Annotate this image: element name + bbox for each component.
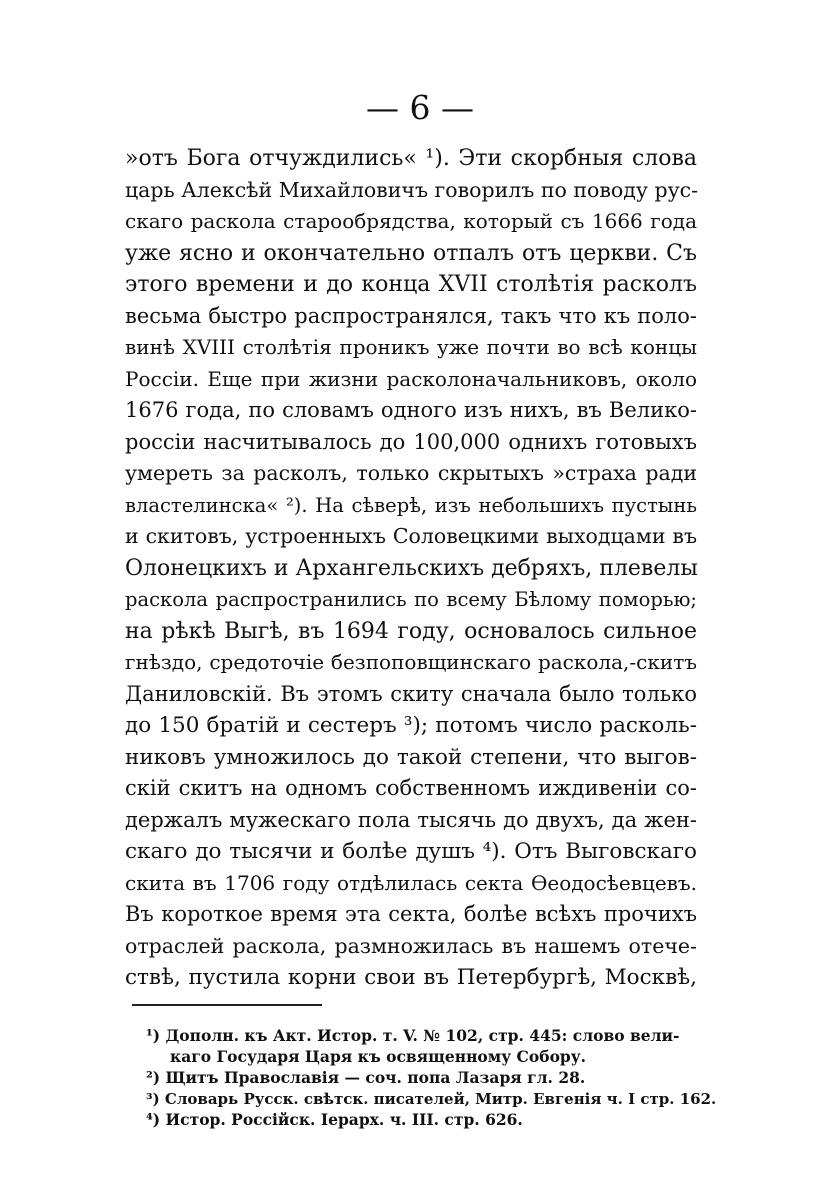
footnote-separator xyxy=(132,1004,322,1006)
text-line: до 150 братій и сестеръ ³); потомъ число расколь- xyxy=(125,713,697,738)
text-line: Олонецкихъ и Архангельскихъ дебряхъ, плевелы xyxy=(125,555,698,581)
text-line: держалъ мужескаго пола тысячь до двухъ, да жен- xyxy=(125,807,697,832)
text-line: раскола распространились по всему Бѣлому поморью; xyxy=(125,588,697,611)
text-line: никовъ умножилось до такой степени, что выгов- xyxy=(125,744,697,770)
text-line: Въ короткое время эта секта, болѣе всѣхъ прочихъ xyxy=(125,902,697,926)
text-line: россіи насчитывалось до 100,000 однихъ готовыхъ xyxy=(125,429,697,454)
page-number: — 6 — xyxy=(366,88,474,127)
text-line: скаго до тысячи и болѣе душъ ⁴). Отъ Выговскаго xyxy=(125,839,697,864)
text-line: весьма быстро распространялся, такъ что къ поло- xyxy=(125,303,697,328)
text-line: гнѣздо, средоточіе безпоповщинскаго раскола,-скитъ xyxy=(125,650,697,674)
text-line: скій скитъ на одномъ собственномъ иждивеніи со- xyxy=(125,776,697,800)
text-line: умереть за расколъ, только скрытыхъ »страха ради xyxy=(125,461,697,485)
text-line: скаго раскола старообрядства, который съ 1666 года xyxy=(125,209,697,233)
text-line: и скитовъ, устроенныхъ Соловецкими выходцами въ xyxy=(125,524,697,548)
text-line: 1676 года, по словамъ одного изъ нихъ, въ Велико- xyxy=(125,398,697,422)
text-line: отраслей раскола, размножилась въ нашемъ отече- xyxy=(125,933,697,958)
text-line: властелинска« ²). На сѣверѣ, изъ небольшихъ пустынь xyxy=(125,493,697,517)
text-line: Даниловскій. Въ этомъ скиту сначала было только xyxy=(125,681,697,706)
text-line: этого времени и до конца XVII столѣтія расколъ xyxy=(125,272,697,297)
footnote-1: ¹) Дополн. къ Акт. Истор. т. V. № 102, стр. 445: слово вели- xyxy=(146,1026,680,1045)
footnote-1-continuation: каго Государя Царя къ освященному Собору. xyxy=(170,1047,587,1066)
footnote-4: ⁴) Истор. Россійск. Іерарх. ч. III. стр. 626. xyxy=(146,1110,523,1129)
text-line: винѣ XVIII столѣтія проникъ уже почти во всѣ концы xyxy=(125,335,697,359)
text-line: царь Алексѣй Михайловичъ говорилъ по поводу рус- xyxy=(125,177,699,202)
text-line: скита въ 1706 году отдѣлилась секта Ѳеодосѣевцевъ. xyxy=(125,870,697,895)
text-line: »отъ Бога отчуждились« ¹). Эти скорбныя слова xyxy=(125,146,697,171)
text-line: ствѣ, пустила корни свои въ Петербургѣ, Москвѣ, xyxy=(125,965,697,990)
text-line: уже ясно и окончательно отпалъ отъ церкви. Съ xyxy=(125,240,697,266)
text-line: Россіи. Еще при жизни расколоначальниковъ, около xyxy=(125,366,697,391)
footnote-2: ²) Щитъ Православія — соч. попа Лазаря гл. 28. xyxy=(146,1068,586,1087)
text-line: на рѣкѣ Выгѣ, въ 1694 году, основалось сильное xyxy=(125,618,697,644)
footnote-3: ³) Словарь Русск. свѣтск. писателей, Митр. Евгенія ч. I стр. 162. xyxy=(146,1090,717,1108)
